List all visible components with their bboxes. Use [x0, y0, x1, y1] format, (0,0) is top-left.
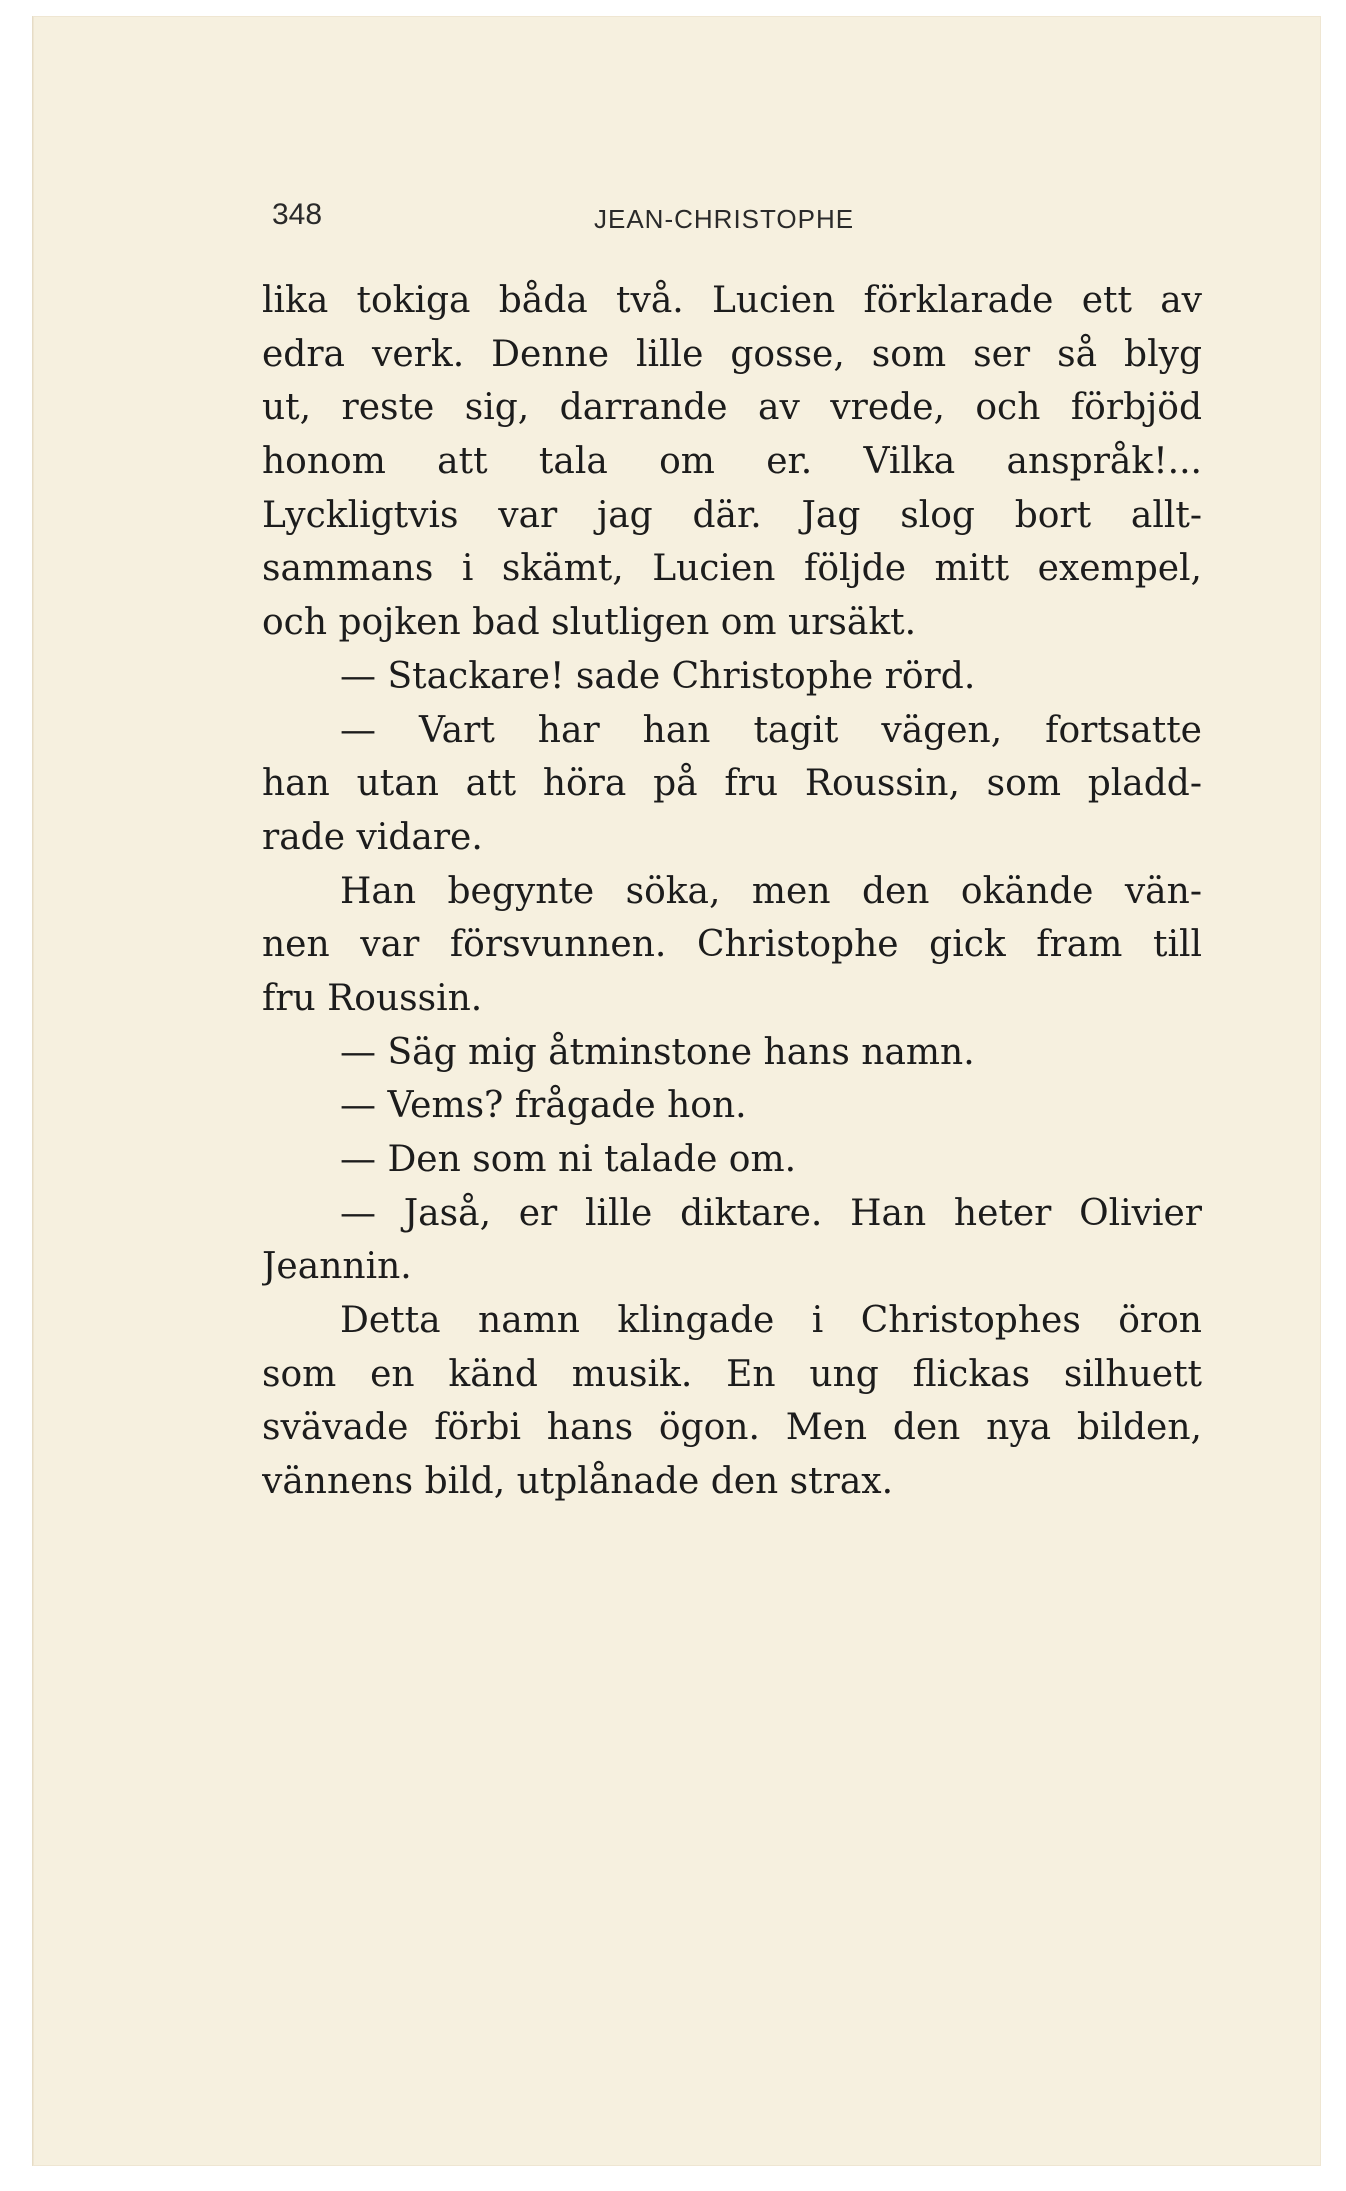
text-line: — Stackare! sade Christophe rörd.: [340, 655, 976, 697]
text-line: Jeannin.: [262, 1246, 412, 1288]
text-line: Lyckligtvis var jag där. Jag slog bort allt-: [262, 494, 1202, 536]
text-line: edra verk. Denne lille gosse, som ser så blyg: [262, 333, 1202, 375]
body-text: [262, 274, 1202, 1509]
text-line: och pojken bad slutligen om ursäkt.: [262, 602, 917, 644]
text-line: fru Roussin.: [262, 977, 483, 1019]
text-line: sammans i skämt, Lucien följde mitt exempel,: [262, 548, 1202, 590]
text-line: ut, reste sig, darrande av vrede, och förbjöd: [262, 387, 1202, 429]
text-line: honom att tala om er. Vilka anspråk!...: [262, 441, 1202, 483]
text-line: som en känd musik. En ung flickas silhuett: [262, 1353, 1202, 1395]
page-number: 348: [272, 198, 323, 231]
text-line: nen var försvunnen. Christophe gick fram till: [262, 924, 1202, 966]
text-line: rade vidare.: [262, 816, 483, 858]
text-line: — Vems? frågade hon.: [340, 1085, 747, 1127]
text-line: svävade förbi hans ögon. Men den nya bilden,: [262, 1407, 1202, 1449]
text-line: han utan att höra på fru Roussin, som pladd-: [262, 763, 1202, 805]
running-title: JEAN-CHRISTOPHE: [594, 204, 855, 234]
page-header: [272, 198, 1202, 244]
text-line: — Vart har han tagit vägen, fortsatte: [340, 709, 1202, 751]
text-line: — Säg mig åtminstone hans namn.: [340, 1031, 975, 1073]
text-line: Han begynte söka, men den okände vän-: [340, 870, 1202, 912]
text-line: lika tokiga båda två. Lucien förklarade ett av: [262, 280, 1202, 321]
text-line: — Den som ni talade om.: [340, 1139, 797, 1180]
text-line: — Jaså, er lille diktare. Han heter Olivier: [340, 1192, 1202, 1234]
text-line: Detta namn klingade i Christophes öron: [340, 1300, 1202, 1342]
text-line: vännens bild, utplånade den strax.: [262, 1461, 894, 1503]
